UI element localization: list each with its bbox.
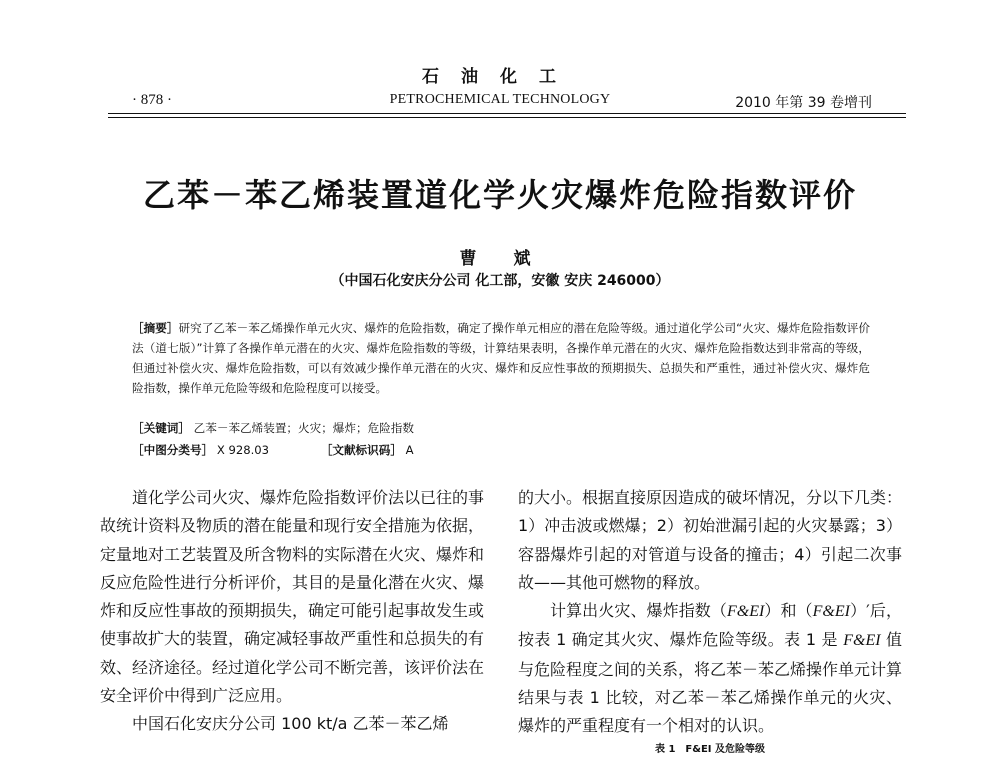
author-name: 曹 斌 xyxy=(459,249,541,269)
issue-info: 2010 年第 39 卷增刊 xyxy=(735,95,872,111)
journal-name-cn: 石油化工 xyxy=(422,67,578,87)
body-column-right xyxy=(518,484,902,741)
body-paragraph: 道化学公司火灾、爆炸危险指数评价法以已往的事故统计资料及物质的潜在能量和现行安全措施为依据，定量地对工艺装置及所含物料的实际潜在火灾、爆炸和反应危险性进行分析评价，其目的是量化潜在火灾、爆炸和反应性事故的预期损失，确定可能引起事故发生或使事故扩大的装置，确定减轻事故严重性和总损失的有效、经济途径。经过道化学公司不断完善，该评价法在安全评价中得到广泛应用。 xyxy=(100,488,485,706)
author-affiliation: （中国石化安庆分公司 化工部，安徽 安庆 246000） xyxy=(330,273,670,289)
abstract-text: 研究了乙苯－苯乙烯操作单元火灾、爆炸的危险指数，确定了操作单元相应的潜在危险等级。通过道化学公司“火灾、爆炸危险指数评价法（道七版）”计算了各操作单元潜在的火灾、爆炸危险指数的等级，计算结果表明，各操作单元潜在的火灾、爆炸危险指数达到非常高的等级，但通过补偿火灾、爆炸危险指数，可以有效减少操作单元潜在的火灾、爆炸和反应性事故的预期损失、总损失和严重性，通过补偿火灾、爆炸危险指数，操作单元危险等级和危险程度可以接受。 xyxy=(132,321,870,395)
doc-code: A xyxy=(405,443,414,457)
classification-line xyxy=(132,442,414,458)
abstract-label: ［摘要］ xyxy=(132,321,179,335)
article-title: 乙苯－苯乙烯装置道化学火灾爆炸危险指数评价 xyxy=(142,176,857,214)
abstract-block xyxy=(132,318,870,398)
doc-code-label: ［文献标识码］ xyxy=(320,443,402,457)
classification-label: ［中图分类号］ xyxy=(132,443,214,457)
keywords-line xyxy=(132,420,414,436)
keywords-label: ［关键词］ xyxy=(132,421,190,435)
keywords-text: 乙苯－苯乙烯装置；火灾；爆炸；危险指数 xyxy=(193,421,414,435)
table-caption: 表 1 F&EI 及危险等级 xyxy=(654,744,766,755)
header-rule-thick xyxy=(108,113,906,114)
header-rule-thin xyxy=(108,117,906,118)
body-paragraph: 计算出火灾、爆炸指数（F&EI）和（F&EI）′后，按表 1 确定其火灾、爆炸危险等级。表 1 是 F&EI 值与危险程度之间的关系，将乙苯－苯乙烯操作单元计算结果与表 1 比较，对乙苯－苯乙烯操作单元的火灾、爆炸的严重程度有一个相对的认识。 xyxy=(518,601,903,736)
classification-code: X 928.03 xyxy=(216,443,270,457)
body-paragraph: 中国石化安庆分公司 100 kt/a 乙苯－苯乙烯 xyxy=(132,714,449,734)
page-number: · 878 · xyxy=(132,92,172,108)
body-column-left xyxy=(100,484,484,739)
journal-name-en: PETROCHEMICAL TECHNOLOGY xyxy=(389,92,611,107)
body-paragraph: 的大小。根据直接原因造成的破坏情况，分以下几类：1）冲击波或燃爆；2）初始泄漏引起的火灾暴露；3）容器爆炸引起的对管道与设备的撞击；4）引起二次事故——其他可燃物的释放。 xyxy=(518,488,903,592)
